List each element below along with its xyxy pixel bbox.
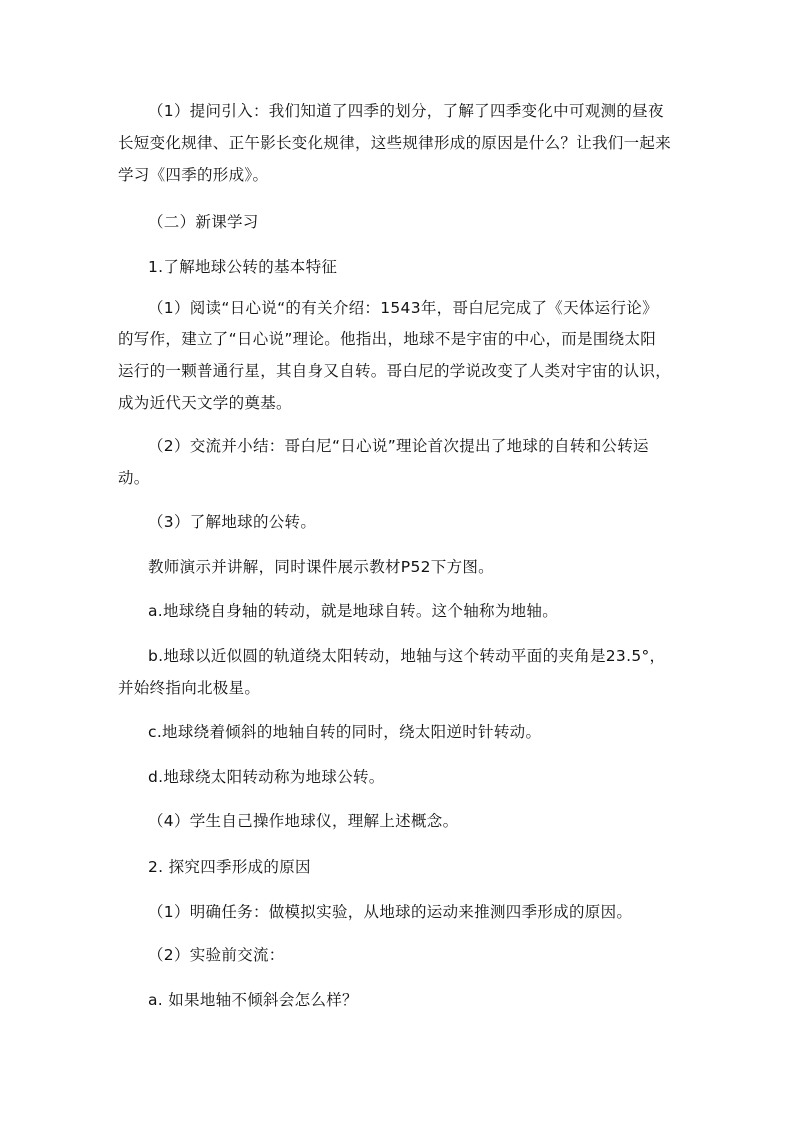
pre-exchange-line: （2）实验前交流：: [148, 946, 285, 964]
learn-line: （3）了解地球的公转。: [148, 513, 317, 531]
read-line-2: 的写作，建立了“日心说”理论。他指出，地球不是宇宙的中心，而是围绕太阳: [118, 330, 657, 348]
item-2-heading: 2. 探究四季形成的原因: [148, 858, 311, 876]
summary-line-1: （2）交流并小结：哥白尼“日心说”理论首次提出了地球的自转和公转运: [148, 437, 649, 455]
point-a: a.地球绕自身轴的转动，就是地球自转。这个轴称为地轴。: [148, 602, 559, 620]
intro-line-3: 学习《四季的形成》。: [118, 166, 269, 184]
point-b-line-2: 并始终指向北极星。: [118, 679, 261, 697]
section-heading: （二）新课学习: [148, 213, 259, 231]
summary-line-2: 动。: [118, 469, 150, 487]
point-b-line-1: b.地球以近似圆的轨道绕太阳转动，地轴与这个转动平面的夹角是23.5°，: [148, 647, 666, 665]
intro-line-1: （1）提问引入：我们知道了四季的划分，了解了四季变化中可观测的昼夜: [148, 102, 664, 120]
task-line: （1）明确任务：做模拟实验，从地球的运动来推测四季形成的原因。: [148, 903, 633, 921]
point-c: c.地球绕着倾斜的地轴自转的同时，绕太阳逆时针转动。: [148, 723, 542, 741]
read-line-3: 运行的一颗普通行星，其自身又自转。哥白尼的学说改变了人类对宇宙的认识，: [118, 362, 672, 380]
item-1-heading: 1.了解地球公转的基本特征: [148, 258, 338, 276]
question-a: a. 如果地轴不倾斜会怎么样？: [148, 991, 358, 1009]
operate-line: （4）学生自己操作地球仪，理解上述概念。: [148, 812, 459, 830]
teacher-line: 教师演示并讲解，同时课件展示教材P52下方图。: [148, 558, 494, 576]
read-line-4: 成为近代天文学的奠基。: [118, 394, 292, 412]
intro-line-2: 长短变化规律、正午影长变化规律，这些规律形成的原因是什么？让我们一起来: [118, 134, 672, 152]
read-line-1: （1）阅读“日心说“的有关介绍：1543年，哥白尼完成了《天体运行论》: [148, 299, 658, 317]
point-d: d.地球绕太阳转动称为地球公转。: [148, 768, 385, 786]
